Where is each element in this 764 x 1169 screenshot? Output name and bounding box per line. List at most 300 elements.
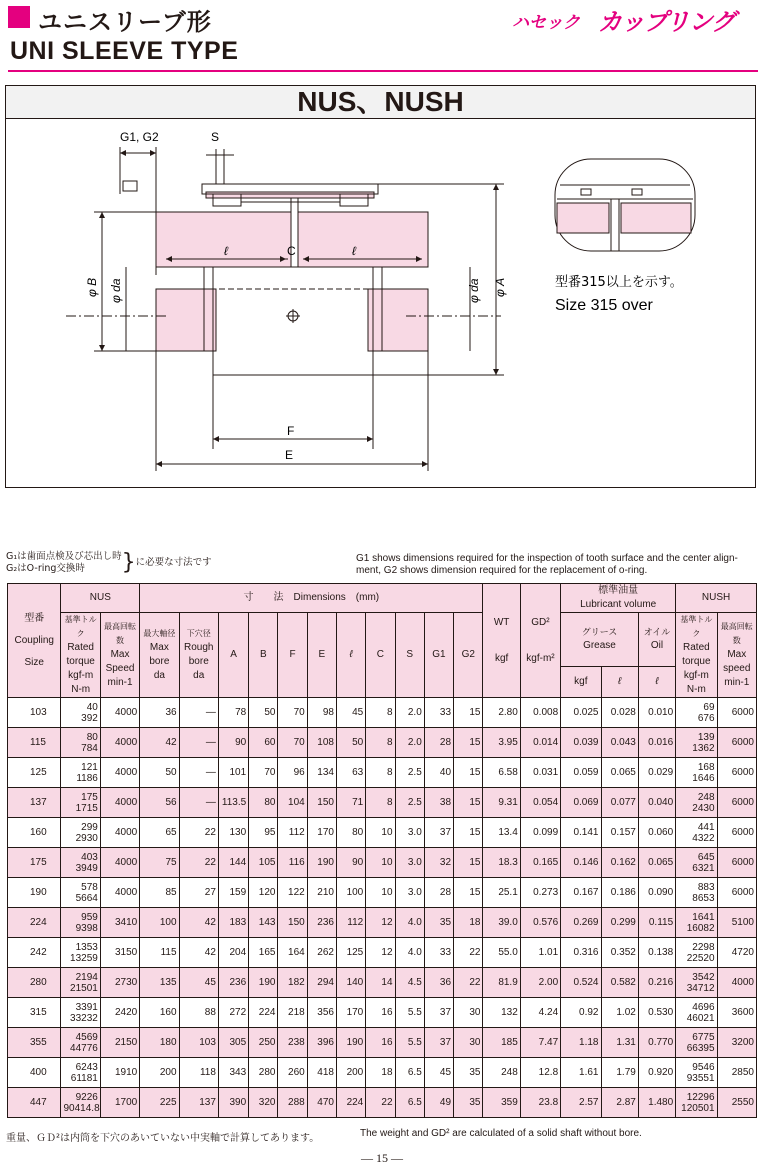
cell-size: 160 [8,818,61,848]
cell-wt: 132 [483,998,520,1028]
col-g2: G2 [454,613,483,698]
cell-bore: 36 [140,698,179,728]
cell-a: 236 [218,968,248,998]
cell-s: 5.5 [395,1028,424,1058]
table-row [8,878,757,908]
cell-l: 224 [336,1088,365,1118]
model-title: NUS、NUSH [6,86,755,119]
cell-wt: 359 [483,1088,520,1118]
cell-b: 80 [249,788,278,818]
cell-oil: 0.138 [638,938,675,968]
cell-e: 190 [307,848,336,878]
cell-b: 60 [249,728,278,758]
cell-b: 280 [249,1058,278,1088]
cell-nush-torque: 69 676 [676,698,717,728]
cell-f: 238 [278,1028,307,1058]
cell-g1: 37 [424,1028,453,1058]
brand-kana: ハセック [512,13,580,33]
cell-gkgf: 1.61 [561,1058,601,1088]
cell-gl: 0.162 [601,848,638,878]
cell-s: 2.0 [395,698,424,728]
cell-wt: 18.3 [483,848,520,878]
cell-gkgf: 0.025 [561,698,601,728]
cell-c: 16 [366,1028,395,1058]
cell-e: 236 [307,908,336,938]
cell-b: 250 [249,1028,278,1058]
cell-f: 70 [278,728,307,758]
cell-nspeed: 4000 [717,968,756,998]
cell-gl: 0.582 [601,968,638,998]
footnote-en: The weight and GD² are calculated of a solid shaft without bore. [360,1128,642,1139]
cell-c: 16 [366,998,395,1028]
cell-nspeed: 6000 [717,758,756,788]
col-rough: 下穴径 Rough bore da [179,613,218,698]
cell-s: 6.5 [395,1088,424,1118]
table-row [8,818,757,848]
cell-f: 70 [278,698,307,728]
cell-size: 242 [8,938,61,968]
title-marker-square [8,6,30,28]
cell-l: 71 [336,788,365,818]
cell-speed: 3150 [100,938,139,968]
cell-speed: 4000 [100,788,139,818]
cell-gd2: 2.00 [520,968,560,998]
cell-g2: 35 [454,1088,483,1118]
cell-g2: 15 [454,848,483,878]
cell-g2: 22 [454,968,483,998]
note-g1-jp: G₁は歯面点検及び芯出し時 [6,551,122,562]
cell-oil: 0.530 [638,998,675,1028]
label-e: E [285,448,294,462]
cell-nush-torque: 1641 16082 [676,908,717,938]
cell-rough: 22 [179,818,218,848]
cell-g2: 30 [454,1028,483,1058]
cell-a: 130 [218,818,248,848]
inset-note-jp: 型番315以上を示す。 [555,275,683,290]
cell-l: 112 [336,908,365,938]
inset-detail [557,203,691,233]
cell-nspeed: 6000 [717,788,756,818]
col-nush-speed: 最高回転数 Max speed min-1 [717,613,756,698]
cell-speed: 1700 [100,1088,139,1118]
cell-size: 103 [8,698,61,728]
label-c: C [287,244,296,258]
cell-c: 14 [366,968,395,998]
note-g2-jp: G₂はO-ring交換時 [6,563,85,574]
col-group-nus: NUS [61,584,140,613]
cell-speed: 4000 [100,758,139,788]
page-title-en: UNI SLEEVE TYPE [10,37,239,65]
cell-f: 112 [278,818,307,848]
cell-l: 140 [336,968,365,998]
cell-rough: — [179,788,218,818]
cell-gkgf: 0.524 [561,968,601,998]
cell-gl: 0.157 [601,818,638,848]
cell-g2: 30 [454,998,483,1028]
cell-bore: 200 [140,1058,179,1088]
label-l-right: ℓ [352,244,356,258]
cell-l: 170 [336,998,365,1028]
cell-nush-torque: 168 1646 [676,758,717,788]
cell-oil: 1.480 [638,1088,675,1118]
cell-b: 190 [249,968,278,998]
cell-c: 8 [366,758,395,788]
cell-wt: 185 [483,1028,520,1058]
cell-f: 288 [278,1088,307,1118]
cell-size: 400 [8,1058,61,1088]
cell-oil: 0.065 [638,848,675,878]
cell-a: 390 [218,1088,248,1118]
cell-e: 418 [307,1058,336,1088]
cell-gkgf: 1.18 [561,1028,601,1058]
diagram-panel [5,85,756,488]
cell-size: 137 [8,788,61,818]
cell-nspeed: 2850 [717,1058,756,1088]
cell-wt: 248 [483,1058,520,1088]
sleeve-section [156,192,428,351]
cell-gd2: 0.273 [520,878,560,908]
cell-torque: 299 2930 [61,818,100,848]
cell-b: 224 [249,998,278,1028]
cell-bore: 115 [140,938,179,968]
cell-oil: 0.920 [638,1058,675,1088]
cell-size: 355 [8,1028,61,1058]
cell-size: 125 [8,758,61,788]
table-row [8,788,757,818]
cell-nspeed: 4720 [717,938,756,968]
label-l-left: ℓ [224,244,228,258]
cell-torque: 9226 90414.8 [61,1088,100,1118]
table-row [8,998,757,1028]
cell-nspeed: 5100 [717,908,756,938]
cell-oil: 0.216 [638,968,675,998]
cell-a: 144 [218,848,248,878]
cell-wt: 25.1 [483,878,520,908]
cell-l: 45 [336,698,365,728]
cell-b: 165 [249,938,278,968]
cell-a: 204 [218,938,248,968]
cell-s: 4.5 [395,968,424,998]
cell-f: 164 [278,938,307,968]
cell-f: 96 [278,758,307,788]
cell-gl: 0.043 [601,728,638,758]
cell-nush-torque: 6775 66395 [676,1028,717,1058]
cell-c: 18 [366,1058,395,1088]
cell-rough: 103 [179,1028,218,1058]
cell-gl: 0.299 [601,908,638,938]
cell-gl: 1.02 [601,998,638,1028]
cell-f: 260 [278,1058,307,1088]
cell-oil: 0.010 [638,698,675,728]
cell-s: 4.0 [395,938,424,968]
cell-gl: 1.31 [601,1028,638,1058]
cell-c: 12 [366,938,395,968]
table-row [8,908,757,938]
table-row [8,1028,757,1058]
cell-l: 100 [336,878,365,908]
col-grease-l: ℓ [601,666,638,697]
cell-gkgf: 0.069 [561,788,601,818]
cell-g1: 45 [424,1058,453,1088]
cell-torque: 4569 44776 [61,1028,100,1058]
col-speed: 最高回転数 Max Speed min-1 [100,613,139,698]
cell-l: 80 [336,818,365,848]
cell-g1: 38 [424,788,453,818]
cell-gd2: 7.47 [520,1028,560,1058]
cell-g2: 15 [454,728,483,758]
cell-torque: 175 1715 [61,788,100,818]
cell-g2: 15 [454,698,483,728]
cell-bore: 65 [140,818,179,848]
cell-s: 3.0 [395,848,424,878]
cell-bore: 56 [140,788,179,818]
cell-speed: 2420 [100,998,139,1028]
label-phi-da-right: φ da [467,278,481,303]
cell-bore: 180 [140,1028,179,1058]
cell-a: 159 [218,878,248,908]
cell-e: 170 [307,818,336,848]
cell-bore: 75 [140,848,179,878]
cell-nspeed: 3600 [717,998,756,1028]
note-en-line1: G1 shows dimensions required for the inspection of tooth surface and the center align- [356,553,738,564]
cell-oil: 0.060 [638,818,675,848]
cell-gkgf: 0.141 [561,818,601,848]
cell-g1: 33 [424,938,453,968]
table-row [8,938,757,968]
cell-b: 143 [249,908,278,938]
cell-rough: — [179,698,218,728]
cell-c: 12 [366,908,395,938]
cell-f: 182 [278,968,307,998]
cell-a: 90 [218,728,248,758]
col-g1: G1 [424,613,453,698]
cell-b: 95 [249,818,278,848]
cell-nspeed: 2550 [717,1088,756,1118]
cell-g1: 40 [424,758,453,788]
cell-a: 343 [218,1058,248,1088]
cell-wt: 13.4 [483,818,520,848]
cell-gd2: 0.031 [520,758,560,788]
cell-wt: 81.9 [483,968,520,998]
cell-nush-torque: 4696 46021 [676,998,717,1028]
table-body [8,698,757,1118]
cell-bore: 85 [140,878,179,908]
cell-a: 78 [218,698,248,728]
cell-g2: 15 [454,788,483,818]
cell-f: 218 [278,998,307,1028]
cell-g1: 49 [424,1088,453,1118]
cell-gkgf: 2.57 [561,1088,601,1118]
cell-wt: 9.31 [483,788,520,818]
cell-speed: 2150 [100,1028,139,1058]
table-row [8,848,757,878]
cell-rough: 45 [179,968,218,998]
cell-s: 6.5 [395,1058,424,1088]
cell-gd2: 0.099 [520,818,560,848]
cell-c: 10 [366,878,395,908]
cell-gkgf: 0.146 [561,848,601,878]
cell-gkgf: 0.316 [561,938,601,968]
cell-l: 90 [336,848,365,878]
cell-rough: — [179,728,218,758]
cell-rough: 27 [179,878,218,908]
cell-size: 224 [8,908,61,938]
col-oil-l: ℓ [638,666,675,697]
col-torque: 基準トルク Rated torque kgf-m N-m [61,613,100,698]
cell-b: 320 [249,1088,278,1118]
cell-g2: 18 [454,908,483,938]
cell-gkgf: 0.167 [561,878,601,908]
cell-gd2: 23.8 [520,1088,560,1118]
note-tail-jp: に必要な寸法です [135,557,212,568]
cell-g1: 37 [424,818,453,848]
cell-rough: 137 [179,1088,218,1118]
cell-e: 108 [307,728,336,758]
cell-rough: 22 [179,848,218,878]
cell-s: 2.5 [395,758,424,788]
cell-g1: 35 [424,908,453,938]
cell-gl: 2.87 [601,1088,638,1118]
col-group-dims: 寸 法 Dimensions (mm) [140,584,483,613]
cell-nspeed: 6000 [717,878,756,908]
cell-rough: 118 [179,1058,218,1088]
col-nush-torque: 基準トルク Rated torque kgf-m N-m [676,613,717,698]
cell-c: 22 [366,1088,395,1118]
cell-torque: 403 3949 [61,848,100,878]
cell-gd2: 0.014 [520,728,560,758]
cell-torque: 80 784 [61,728,100,758]
col-b: B [249,613,278,698]
cell-bore: 42 [140,728,179,758]
cell-gd2: 0.576 [520,908,560,938]
cell-s: 4.0 [395,908,424,938]
cell-nush-torque: 248 2430 [676,788,717,818]
label-phi-b: φ B [85,277,99,297]
cell-b: 105 [249,848,278,878]
cell-g2: 15 [454,818,483,848]
cell-nush-torque: 645 6321 [676,848,717,878]
table-row [8,728,757,758]
cell-oil: 0.040 [638,788,675,818]
cell-wt: 3.95 [483,728,520,758]
cell-g1: 36 [424,968,453,998]
cell-size: 115 [8,728,61,758]
cell-gl: 0.352 [601,938,638,968]
cell-g2: 15 [454,878,483,908]
cell-f: 122 [278,878,307,908]
cell-size: 175 [8,848,61,878]
brand-logo: カップリング [598,8,735,36]
page-number: ― 15 ― [361,1151,403,1165]
cell-bore: 135 [140,968,179,998]
cell-nush-torque: 3542 34712 [676,968,717,998]
cell-speed: 4000 [100,728,139,758]
cell-gl: 0.077 [601,788,638,818]
cell-oil: 0.029 [638,758,675,788]
notes-jp: G₁は歯面点検及び芯出し時 G₂はO-ring交換時 }に必要な寸法です [6,550,212,575]
cell-oil: 0.770 [638,1028,675,1058]
col-grease-kgf: kgf [561,666,601,697]
cell-torque: 40 392 [61,698,100,728]
cell-nush-torque: 139 1362 [676,728,717,758]
cell-e: 294 [307,968,336,998]
cell-bore: 50 [140,758,179,788]
cell-a: 113.5 [218,788,248,818]
cell-s: 3.0 [395,878,424,908]
col-oil: オイル Oil [638,613,675,667]
cell-gkgf: 0.039 [561,728,601,758]
col-l: ℓ [336,613,365,698]
cell-nspeed: 3200 [717,1028,756,1058]
cell-e: 262 [307,938,336,968]
cell-wt: 6.58 [483,758,520,788]
cell-gd2: 0.165 [520,848,560,878]
cell-a: 101 [218,758,248,788]
cell-l: 125 [336,938,365,968]
cell-torque: 2194 21501 [61,968,100,998]
col-wt: WT kgf [483,584,520,698]
cell-e: 98 [307,698,336,728]
cell-b: 70 [249,758,278,788]
cell-a: 305 [218,1028,248,1058]
cell-s: 3.0 [395,818,424,848]
cell-g1: 32 [424,848,453,878]
col-s: S [395,613,424,698]
col-a: A [218,613,248,698]
page-title-jp: ユニスリーブ形 [38,8,212,36]
cell-speed: 4000 [100,878,139,908]
label-phi-a: φ A [493,277,507,297]
label-phi-da-left: φ da [109,278,123,303]
cell-s: 2.5 [395,788,424,818]
cell-rough: 42 [179,908,218,938]
cell-e: 150 [307,788,336,818]
cell-size: 447 [8,1088,61,1118]
cell-bore: 100 [140,908,179,938]
cell-c: 10 [366,848,395,878]
col-gd2: GD² kgf-m² [520,584,560,698]
cell-torque: 1353 13259 [61,938,100,968]
cell-nspeed: 6000 [717,818,756,848]
cell-s: 2.0 [395,728,424,758]
cell-wt: 39.0 [483,908,520,938]
table-row [8,698,757,728]
cell-f: 150 [278,908,307,938]
cell-wt: 55.0 [483,938,520,968]
col-group-nush: NUSH [676,584,757,613]
cell-bore: 225 [140,1088,179,1118]
cell-gd2: 0.008 [520,698,560,728]
table-row [8,1088,757,1118]
cell-c: 10 [366,818,395,848]
cell-s: 5.5 [395,998,424,1028]
cell-g1: 33 [424,698,453,728]
cell-speed: 4000 [100,698,139,728]
col-group-grease: グリース Grease [561,613,639,667]
col-size: 型番 Coupling Size [8,584,61,698]
cell-oil: 0.115 [638,908,675,938]
cell-e: 134 [307,758,336,788]
cell-speed: 4000 [100,848,139,878]
cell-e: 396 [307,1028,336,1058]
cell-speed: 1910 [100,1058,139,1088]
table-header [8,584,757,698]
note-en-line2: ment, G2 shows dimension required for the replacement of o-ring. [356,565,648,576]
cell-g2: 35 [454,1058,483,1088]
cell-rough: 42 [179,938,218,968]
cell-g2: 22 [454,938,483,968]
cell-rough: 88 [179,998,218,1028]
